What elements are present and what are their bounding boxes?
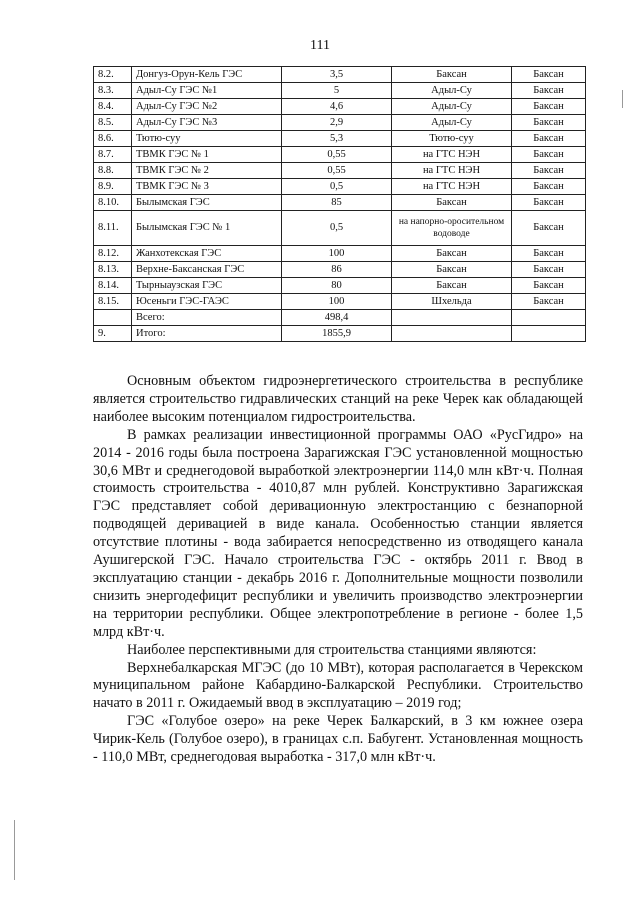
- table-cell-name: ТВМК ГЭС № 2: [132, 163, 282, 179]
- scan-margin-mark: [622, 90, 623, 108]
- table-cell-source: Баксан: [392, 246, 512, 262]
- table-cell-source: Баксан: [392, 278, 512, 294]
- table-cell-source: Адыл-Су: [392, 99, 512, 115]
- table-cell-name: Тырныаузская ГЭС: [132, 278, 282, 294]
- table-cell-num: 8.13.: [94, 262, 132, 278]
- table-row: [94, 67, 586, 83]
- table-cell-basin: Баксан: [512, 262, 586, 278]
- scan-margin-mark: [14, 820, 15, 880]
- paragraph-3: Наиболее перспективными для строительства станциями являются:: [127, 641, 537, 658]
- table-cell-name: Жанхотекская ГЭС: [132, 246, 282, 262]
- table-row: [94, 326, 586, 342]
- table-cell-num: 8.15.: [94, 294, 132, 310]
- paragraph-2: В рамках реализации инвестиционной программы ОАО «РусГидро» на 2014 - 2016 годы была построена Зарагижская ГЭС установленной мощностью 30,6 МВт и среднегодовой выработкой электроэнергии 114,0 млн кВт·ч. Полная стоимость строительства - 4010,87 млн рублей. Конструктивно Зарагижская ГЭС представляет собой деривационную электростанцию с безнапорной подводящей деривацией в виде канала. Особенностью станции является отсутствие плотины - вода забирается непосредственно из отводящего канала Аушигерской ГЭС. Начало строительства ГЭС - октябрь 2011 г. Ввод в эксплуатацию станции - декабрь 2016 г. Дополнительные мощности позволили снизить энергодефицит республики и увеличить производство электроэнергии на территории республики. Общее электропотребление в регионе - более 1,5 млрд кВт·ч.: [93, 426, 583, 640]
- paragraph-5: ГЭС «Голубое озеро» на реке Черек Балкарский, в 3 км южнее озера Чирик-Кель (Голубое озеро), в границах с.п. Бабугент. Установленная мощность - 110,0 МВт, среднегодовая выработка - 317,0 млн кВт·ч.: [93, 713, 583, 766]
- table-cell-capacity: 85: [282, 195, 392, 211]
- table-cell-basin: Баксан: [512, 195, 586, 211]
- table-cell-name: Былымская ГЭС: [132, 195, 282, 211]
- table-cell-name: Донгуз-Орун-Кель ГЭС: [132, 67, 282, 83]
- table-row: [94, 278, 586, 294]
- table-cell-basin: Баксан: [512, 246, 586, 262]
- table-row: [94, 262, 586, 278]
- body-text: [93, 373, 583, 767]
- table-cell-name: Адыл-Су ГЭС №1: [132, 83, 282, 99]
- table-cell-basin: Баксан: [512, 179, 586, 195]
- table-cell-source: Тютю-суу: [392, 131, 512, 147]
- table-cell-capacity: 5,3: [282, 131, 392, 147]
- table-cell-capacity: 80: [282, 278, 392, 294]
- table-cell-capacity: 5: [282, 83, 392, 99]
- table-row: [94, 99, 586, 115]
- table-cell-source: на ГТС НЭН: [392, 147, 512, 163]
- table-cell-basin: Баксан: [512, 278, 586, 294]
- table-cell-capacity: 86: [282, 262, 392, 278]
- table-row: [94, 294, 586, 310]
- table-cell-capacity: 100: [282, 294, 392, 310]
- page-number: 111: [310, 38, 330, 53]
- table-cell-num: [94, 310, 132, 326]
- table-cell-capacity: 0,5: [282, 179, 392, 195]
- table-cell-name: Верхне-Баксанская ГЭС: [132, 262, 282, 278]
- table-cell-name: Юсеньги ГЭС-ГАЭС: [132, 294, 282, 310]
- table-cell-basin: Баксан: [512, 294, 586, 310]
- table-cell-name: Всего:: [132, 310, 282, 326]
- table-cell-basin: Баксан: [512, 115, 586, 131]
- table-cell-basin: Баксан: [512, 147, 586, 163]
- table-cell-num: 8.2.: [94, 67, 132, 83]
- table-cell-num: 9.: [94, 326, 132, 342]
- table-cell-source: Баксан: [392, 195, 512, 211]
- table-cell-name: ТВМК ГЭС № 1: [132, 147, 282, 163]
- table-row: [94, 195, 586, 211]
- table-cell-capacity: 0,55: [282, 147, 392, 163]
- table-row: [94, 163, 586, 179]
- table-cell-num: 8.7.: [94, 147, 132, 163]
- table-cell-num: 8.3.: [94, 83, 132, 99]
- table-cell-num: 8.9.: [94, 179, 132, 195]
- table-cell-basin: Баксан: [512, 163, 586, 179]
- table-row: [94, 131, 586, 147]
- table-row: [94, 83, 586, 99]
- table-cell-num: 8.6.: [94, 131, 132, 147]
- table-row: [94, 211, 586, 246]
- paragraph-1: Основным объектом гидроэнергетического строительства в республике является строительство гидравлических станций на реке Черек как обладающей наиболее высоким потенциалом гидростроительства.: [93, 373, 583, 425]
- table-cell-source: Шхельда: [392, 294, 512, 310]
- table-cell-num: 8.5.: [94, 115, 132, 131]
- table-cell-num: 8.11.: [94, 211, 132, 246]
- table-cell-num: 8.10.: [94, 195, 132, 211]
- table-row: [94, 246, 586, 262]
- table-cell-basin: Баксан: [512, 83, 586, 99]
- table-body: [94, 67, 586, 342]
- table-cell-capacity: 498,4: [282, 310, 392, 326]
- hydro-stations-table: [93, 66, 586, 342]
- table-cell-source: на ГТС НЭН: [392, 179, 512, 195]
- table-cell-name: Адыл-Су ГЭС №2: [132, 99, 282, 115]
- table-row: [94, 310, 586, 326]
- table-cell-basin: Баксан: [512, 99, 586, 115]
- table-cell-source: [392, 326, 512, 342]
- table-cell-num: 8.14.: [94, 278, 132, 294]
- table-cell-source: Адыл-Су: [392, 115, 512, 131]
- table-cell-capacity: 1855,9: [282, 326, 392, 342]
- table-cell-capacity: 100: [282, 246, 392, 262]
- table-cell-basin: Баксан: [512, 211, 586, 246]
- table-cell-source: Баксан: [392, 67, 512, 83]
- table-cell-name: ТВМК ГЭС № 3: [132, 179, 282, 195]
- table-cell-num: 8.12.: [94, 246, 132, 262]
- table-cell-basin: [512, 326, 586, 342]
- table-cell-capacity: 3,5: [282, 67, 392, 83]
- table-cell-source: на напорно-оросительном водоводе: [392, 211, 512, 246]
- table-cell-source: Адыл-Су: [392, 83, 512, 99]
- table-cell-capacity: 2,9: [282, 115, 392, 131]
- table-cell-capacity: 4,6: [282, 99, 392, 115]
- table-cell-name: Адыл-Су ГЭС №3: [132, 115, 282, 131]
- table-cell-source: Баксан: [392, 262, 512, 278]
- table-cell-num: 8.8.: [94, 163, 132, 179]
- table-cell-capacity: 0,5: [282, 211, 392, 246]
- table-cell-name: Тютю-суу: [132, 131, 282, 147]
- table-cell-basin: Баксан: [512, 131, 586, 147]
- paragraph-4: Верхнебалкарская МГЭС (до 10 МВт), которая располагается в Черекском муниципальном районе Кабардино-Балкарской Республики. Строительство начато в 2011 г. Ожидаемый ввод в эксплуатацию – 2019 год;: [93, 659, 583, 712]
- table-cell-source: [392, 310, 512, 326]
- table-cell-capacity: 0,55: [282, 163, 392, 179]
- table-cell-name: Былымская ГЭС № 1: [132, 211, 282, 246]
- table-row: [94, 179, 586, 195]
- table-row: [94, 115, 586, 131]
- table-cell-name: Итого:: [132, 326, 282, 342]
- table-cell-basin: Баксан: [512, 67, 586, 83]
- table-cell-basin: [512, 310, 586, 326]
- table-cell-num: 8.4.: [94, 99, 132, 115]
- table-cell-source: на ГТС НЭН: [392, 163, 512, 179]
- table-row: [94, 147, 586, 163]
